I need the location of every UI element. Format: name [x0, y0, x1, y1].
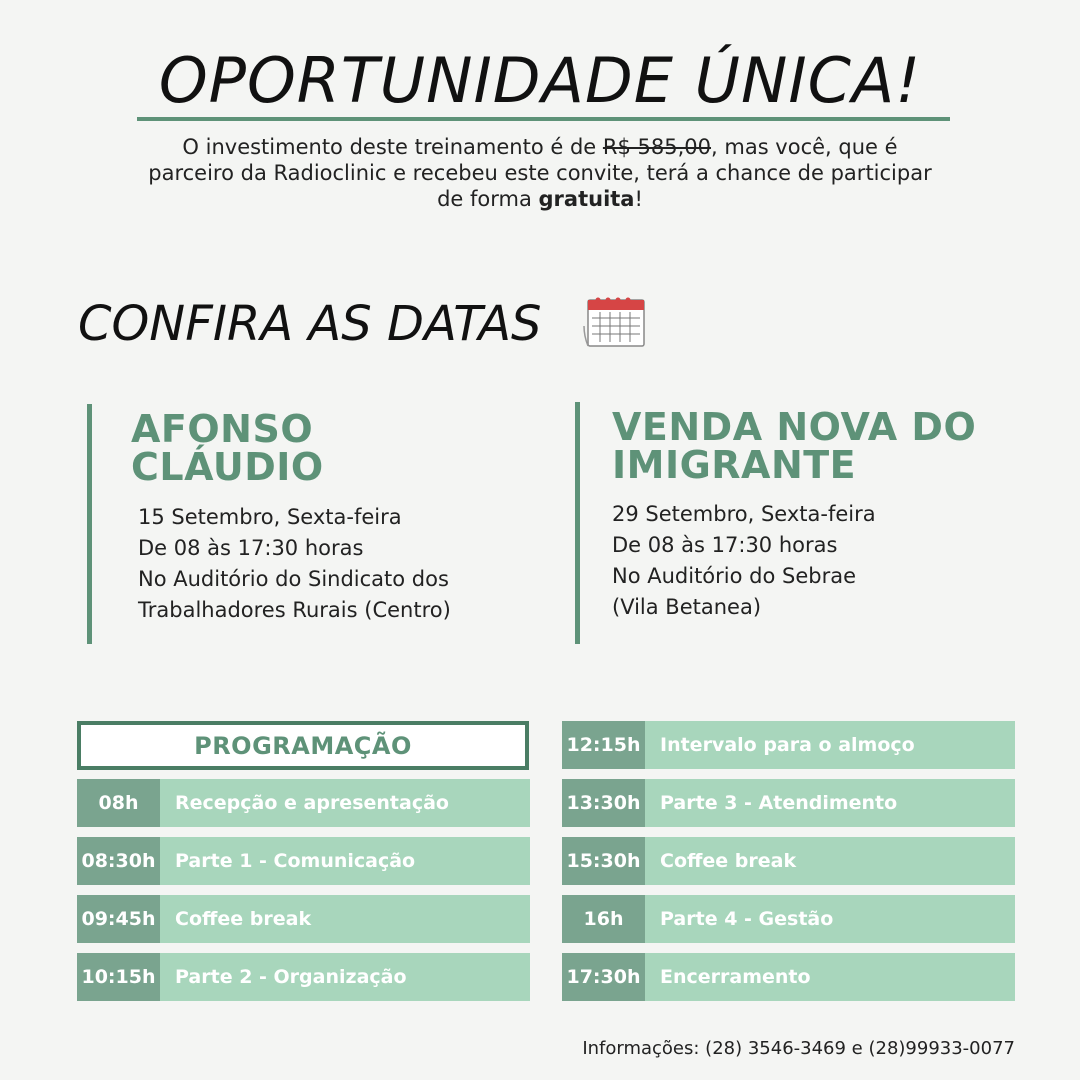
intro-end: !: [634, 187, 643, 211]
intro-text: [140, 134, 940, 212]
city-afonso-claudio: [131, 407, 324, 489]
schedule-activity: Parte 3 - Atendimento: [645, 779, 1015, 827]
schedule-time: 15:30h: [562, 837, 645, 885]
location-divider-left: [87, 404, 92, 644]
city-line: IMIGRANTE: [612, 443, 857, 487]
schedule-time: 09:45h: [77, 895, 160, 943]
schedule-row: [77, 953, 530, 1001]
schedule-time: 08:30h: [77, 837, 160, 885]
detail-date: 29 Setembro, Sexta-feira: [612, 502, 876, 526]
schedule-activity: Parte 4 - Gestão: [645, 895, 1015, 943]
schedule-row: [77, 837, 530, 885]
location-details-afonso: [138, 502, 451, 626]
detail-date: 15 Setembro, Sexta-feira: [138, 505, 402, 529]
schedule-activity: Coffee break: [160, 895, 530, 943]
old-price: R$ 585,00: [602, 135, 712, 159]
city-line: VENDA NOVA DO: [612, 405, 977, 449]
city-venda-nova: [612, 405, 977, 487]
intro-part1: O investimento deste treinamento é de: [182, 135, 603, 159]
program-title: PROGRAMAÇÃO: [77, 721, 529, 770]
intro-part2: , mas você, que é parceiro da Radioclinic e recebeu este convite, terá a chance de participar de forma: [148, 135, 932, 211]
detail-venue-2: Trabalhadores Rurais (Centro): [138, 598, 451, 622]
schedule-row: [77, 895, 530, 943]
schedule-row: [562, 779, 1015, 827]
schedule-row: [562, 953, 1015, 1001]
schedule-activity: Parte 1 - Comunicação: [160, 837, 530, 885]
calendar-icon: [582, 296, 650, 350]
schedule-activity: Recepção e apresentação: [160, 779, 530, 827]
city-line: AFONSO: [131, 407, 314, 451]
schedule-time: 12:15h: [562, 721, 645, 769]
detail-time: De 08 às 17:30 horas: [138, 536, 364, 560]
schedule-time: 08h: [77, 779, 160, 827]
page-title: OPORTUNIDADE ÚNICA!: [158, 44, 922, 117]
detail-venue: No Auditório do Sindicato dos: [138, 567, 449, 591]
location-divider-right: [575, 402, 580, 644]
schedule-activity: Encerramento: [645, 953, 1015, 1001]
schedule-activity: Coffee break: [645, 837, 1015, 885]
schedule-row: [562, 895, 1015, 943]
schedule-activity: Parte 2 - Organização: [160, 953, 530, 1001]
title-underline: [137, 117, 950, 121]
schedule-time: 17:30h: [562, 953, 645, 1001]
schedule-time: 16h: [562, 895, 645, 943]
dates-title: CONFIRA AS DATAS: [78, 296, 542, 352]
city-line: CLÁUDIO: [131, 445, 324, 489]
detail-time: De 08 às 17:30 horas: [612, 533, 838, 557]
schedule-time: 13:30h: [562, 779, 645, 827]
detail-venue: No Auditório do Sebrae: [612, 564, 857, 588]
contact-info: Informações: (28) 3546-3469 e (28)99933-0077: [582, 1038, 1015, 1059]
schedule-row: [562, 721, 1015, 769]
location-details-venda-nova: [612, 499, 876, 623]
schedule-time: 10:15h: [77, 953, 160, 1001]
intro-bold: gratuita: [538, 187, 635, 211]
schedule-row: [562, 837, 1015, 885]
schedule-row: [77, 779, 530, 827]
detail-venue-2: (Vila Betanea): [612, 595, 762, 619]
schedule-activity: Intervalo para o almoço: [645, 721, 1015, 769]
